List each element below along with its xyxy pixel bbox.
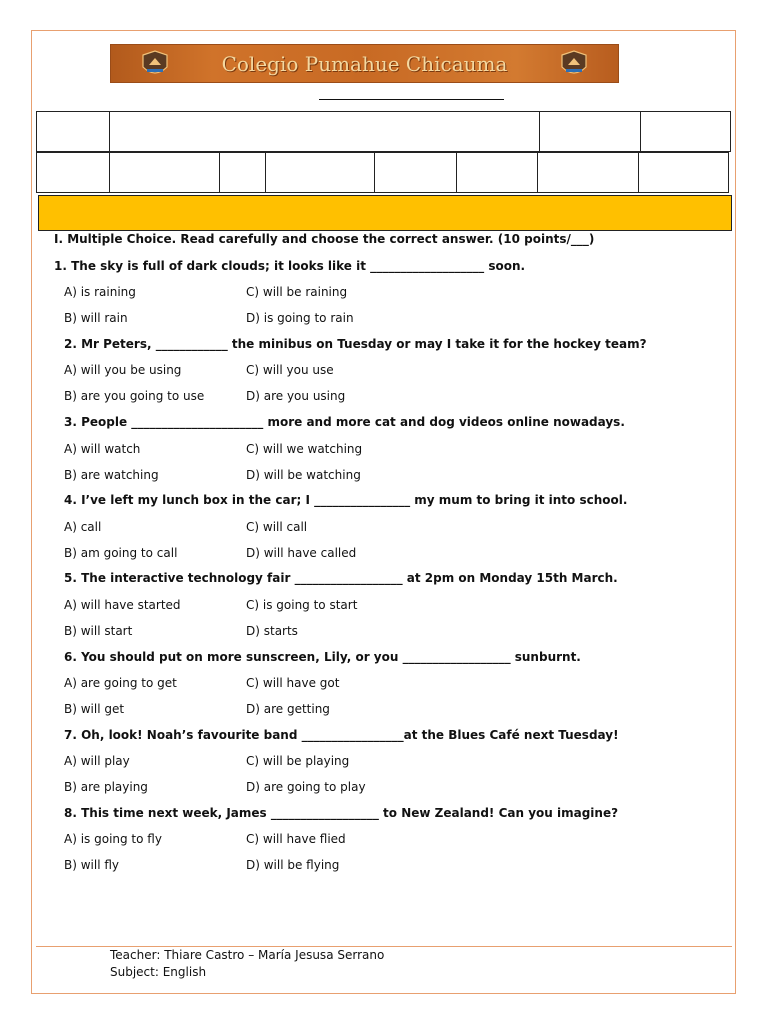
answer-option[interactable]: D) are getting (246, 702, 330, 716)
question-text: 5. The interactive technology fair __________________ at 2pm on Monday 15th March. (64, 571, 618, 585)
answer-option[interactable]: C) will be raining (246, 285, 348, 299)
answer-option[interactable]: B) will start (64, 624, 133, 638)
section-instruction: I. Multiple Choice. Read carefully and choose the correct answer. (10 points/___) (54, 232, 595, 246)
info-cell[interactable] (457, 153, 538, 193)
info-cell[interactable] (538, 153, 639, 193)
answer-option[interactable]: A) call (64, 520, 102, 534)
info-cell[interactable] (110, 153, 220, 193)
answer-option[interactable]: B) are watching (64, 468, 159, 482)
answer-option[interactable]: B) are playing (64, 780, 148, 794)
answer-option[interactable]: A) will you be using (64, 363, 182, 377)
answer-option[interactable]: A) will have started (64, 598, 181, 612)
info-cell[interactable] (375, 153, 457, 193)
info-cell[interactable] (37, 112, 110, 152)
info-cell[interactable] (266, 153, 375, 193)
answer-option[interactable]: C) will have flied (246, 832, 346, 846)
footer-teacher: Teacher: Thiare Castro – María Jesusa Serrano (110, 948, 385, 962)
answer-option[interactable]: C) will have got (246, 676, 340, 690)
school-name: Colegio Pumahue Chicauma (221, 52, 508, 76)
answer-option[interactable]: D) are going to play (246, 780, 366, 794)
answer-option[interactable]: C) is going to start (246, 598, 358, 612)
answer-option[interactable]: D) are you using (246, 389, 346, 403)
score-bar (38, 195, 732, 231)
answer-option[interactable]: B) will rain (64, 311, 128, 325)
student-info-table-row2 (36, 152, 729, 193)
info-cell[interactable] (641, 112, 731, 152)
info-cell[interactable] (540, 112, 641, 152)
school-banner (110, 44, 619, 83)
answer-option[interactable]: B) am going to call (64, 546, 178, 560)
question-text: 2. Mr Peters, ____________ the minibus on Tuesday or may I take it for the hockey team? (64, 337, 647, 351)
answer-option[interactable]: B) are you going to use (64, 389, 205, 403)
question-text: 7. Oh, look! Noah’s favourite band _________________at the Blues Café next Tuesday! (64, 728, 619, 742)
answer-option[interactable]: A) is going to fly (64, 832, 162, 846)
question-text: 6. You should put on more sunscreen, Lily, or you __________________ sunburnt. (64, 650, 581, 664)
question-text: 1. The sky is full of dark clouds; it looks like it ___________________ soon. (54, 259, 526, 273)
question-text: 3. People ______________________ more and more cat and dog videos online nowadays. (64, 415, 625, 429)
answer-option[interactable]: C) will we watching (246, 442, 363, 456)
info-cell[interactable] (110, 112, 540, 152)
answer-option[interactable]: D) is going to rain (246, 311, 354, 325)
info-cell[interactable] (220, 153, 266, 193)
answer-option[interactable]: D) will be watching (246, 468, 361, 482)
answer-option[interactable]: B) will get (64, 702, 125, 716)
answer-option[interactable]: A) is raining (64, 285, 136, 299)
info-cell[interactable] (639, 153, 729, 193)
answer-option[interactable]: D) will be flying (246, 858, 340, 872)
answer-option[interactable]: B) will fly (64, 858, 120, 872)
footer-subject: Subject: English (110, 965, 207, 979)
school-crest-icon (558, 49, 590, 79)
answer-option[interactable]: C) will call (246, 520, 308, 534)
answer-option[interactable]: C) will you use (246, 363, 334, 377)
answer-option[interactable]: D) starts (246, 624, 298, 638)
student-info-table-row1 (36, 111, 731, 152)
title-blank-line (319, 99, 504, 100)
answer-option[interactable]: D) will have called (246, 546, 357, 560)
info-cell[interactable] (37, 153, 110, 193)
question-text: 8. This time next week, James __________________ to New Zealand! Can you imagine? (64, 806, 619, 820)
answer-option[interactable]: A) are going to get (64, 676, 177, 690)
question-text: 4. I’ve left my lunch box in the car; I ________________ my mum to bring it into school. (64, 493, 628, 507)
footer-divider (36, 946, 732, 947)
answer-option[interactable]: A) will watch (64, 442, 141, 456)
answer-option[interactable]: A) will play (64, 754, 130, 768)
answer-option[interactable]: C) will be playing (246, 754, 350, 768)
